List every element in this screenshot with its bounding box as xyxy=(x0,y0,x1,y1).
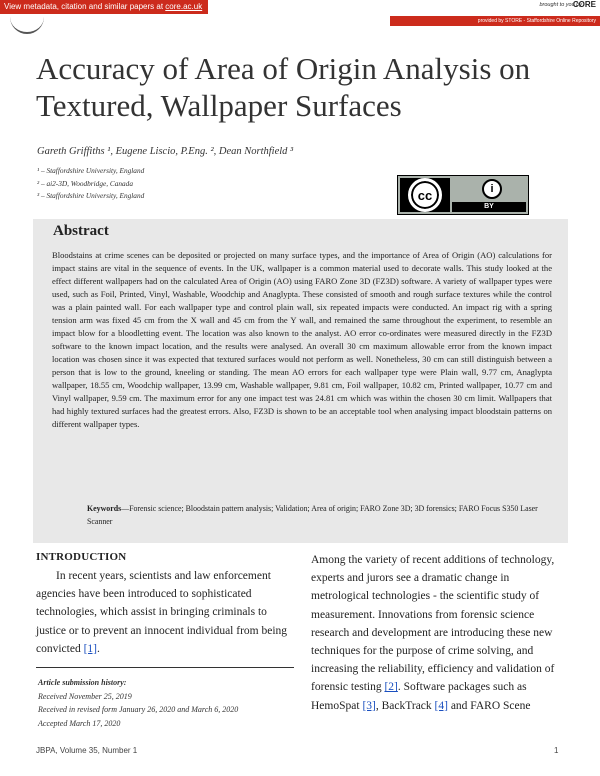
reference-link-4[interactable]: [4] xyxy=(434,699,448,712)
reference-link-2[interactable]: [2] xyxy=(384,681,398,694)
affiliation-1: ¹ – Staffordshire University, England xyxy=(37,166,145,175)
core-link-prefix: View metadata, citation and similar papers at xyxy=(4,2,166,11)
left-column xyxy=(36,551,292,658)
history-divider xyxy=(36,667,294,668)
core-metadata-link[interactable] xyxy=(0,0,208,14)
introduction-heading: INTRODUCTION xyxy=(36,551,127,563)
intro-text-end: . xyxy=(97,642,100,655)
affiliations xyxy=(37,166,144,204)
authors-line: Gareth Griffiths ¹, Eugene Liscio, P.Eng. ², Dean Northfield ³ xyxy=(37,146,294,157)
paper-title: Accuracy of Area of Origin Analysis on Textured, Wallpaper Surfaces xyxy=(36,51,531,123)
keywords xyxy=(87,502,557,528)
cc-circle-icon: cc xyxy=(408,178,442,212)
core-banner xyxy=(0,0,600,26)
cc-by-license-badge[interactable] xyxy=(397,175,529,215)
attribution-person-icon: i xyxy=(482,179,502,199)
footer-journal: JBPA, Volume 35, Number 1 xyxy=(36,746,138,755)
introduction-paragraph xyxy=(36,567,292,658)
core-link-site[interactable]: core.ac.uk xyxy=(165,2,203,11)
right-text-part-4: and FARO Scene xyxy=(447,699,531,712)
reference-link-1[interactable]: [1] xyxy=(83,642,97,655)
keywords-list: —Forensic science; Bloodstain pattern analysis; Validation; Area of origin; FARO Zone 3D; 3D forensics; FARO Focus S350 Laser Scanner xyxy=(87,504,538,526)
history-received: Received November 25, 2019 xyxy=(38,691,132,701)
intro-text-start: In recent years, scientists and law enforcement agencies have been introduced to sophisticated technologies, which assist in bringing criminals to justice or to prevent an innocent individual from being convicted xyxy=(36,570,288,655)
right-column xyxy=(311,551,567,715)
provided-by-link[interactable]: provided by STORE - Staffordshire Online Repository xyxy=(390,16,600,26)
decorative-arc xyxy=(10,14,44,34)
reference-link-3[interactable]: [3] xyxy=(362,699,376,712)
abstract-box xyxy=(33,219,568,543)
core-logo[interactable]: CORE xyxy=(572,0,596,9)
affiliation-3: ³ – Staffordshire University, England xyxy=(37,191,145,200)
abstract-text: Bloodstains at crime scenes can be deposited or projected on many surface types, and the importance of Area of Origin (AO) calculations for impact stains are vital in the sequence of events. In the UK, wallpaper is a common material used to decorate walls. This study looked at the effect different wallpapers had on the calculated Area of Origin (AO) using FARO Zone 3D (FZ3D) software. A variety of wallpaper types were used, such as Foil, Printed, Vinyl, Washable, Woodchip and Anaglypta. These consisted of smooth and rough surface textures while the control was a plain painted wall. For each wallpaper type and control plain wall, six repeated impacts were conducted. An impact rig with a spring tension arm was fixed 45 cm from the X wall and 45 cm from the Y wall, and remained the same throughout the experiment, to resemble an impact blow for a bloodletting event. The location was also known to the analyst. AO error co-ordinates were measured directly in the FZ3D software to the known impact location, and the results were analysed. An overall 30 cm maximum allowable error from the known impact location was chosen since it was expected that textured surfaces would not perform as well. Nonetheless, 30 cm can still distinguish between a person that is low to the ground, kneeling or standing. The mean AO errors for each wallpaper type were Plain wall, 9.77 cm, Anaglypta wallpaper, 18.55 cm, Woodchip wallpaper, 13.99 cm, Washable wallpaper, 9.81 cm, Foil wallpaper, 10.82 cm, Printed wallpaper, 10.77 cm and Vinyl wallpaper, 9.59 cm. The maximum error for any one impact test was 24.81 cm which was within the chosen 30 cm limit. Wallpapers that had highly textured surfaces had the greatest errors. Also, FZ3D is shown to be an acceptable tool when analysing impact bloodstain patterns on different wallpaper types. xyxy=(52,250,552,429)
abstract-heading: Abstract xyxy=(53,223,109,239)
history-accepted: Accepted March 17, 2020 xyxy=(38,718,121,728)
history-title: Article submission history: xyxy=(38,678,127,687)
history-revised: Received in revised form January 26, 2020 and March 6, 2020 xyxy=(38,705,239,714)
right-column-paragraph xyxy=(311,551,567,715)
keywords-label: Keywords xyxy=(87,504,122,513)
affiliation-2: ² – ai2-3D, Woodbridge, Canada xyxy=(37,178,133,188)
by-label: BY xyxy=(452,202,526,212)
right-text-part-2: . Software packages such as HemoSpat xyxy=(311,681,527,712)
right-text-part-1: Among the variety of recent additions of technology, experts and jurors see a dramatic change in metrological technologies - the scientific study of measurement. Innovations from forensic science research and development are introducing these new techniques for the purpose of crime solving, and increasing the reliability, efficiency and validation of forensic testing xyxy=(311,554,555,694)
cc-icon xyxy=(400,178,450,212)
footer-page-number: 1 xyxy=(554,746,559,755)
submission-history xyxy=(38,676,238,730)
brought-by-text: brought to you by xyxy=(539,2,582,8)
right-text-part-3: , BackTrack xyxy=(375,699,435,712)
